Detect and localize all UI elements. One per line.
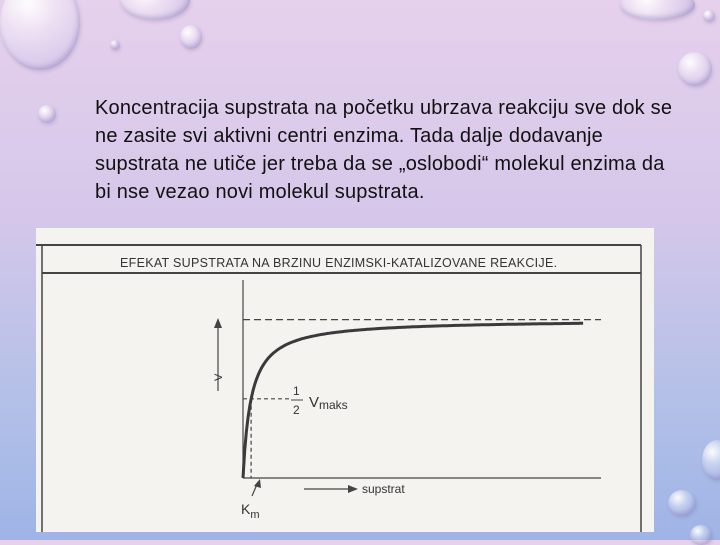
km-arrow-head	[254, 479, 261, 488]
vmax-label: Vmaks	[309, 394, 348, 412]
decorative-drop	[0, 0, 80, 70]
x-arrow-head	[348, 485, 358, 493]
decorative-drop	[702, 440, 720, 480]
decorative-drop	[678, 52, 712, 86]
decorative-drop	[180, 25, 202, 49]
decorative-drop	[120, 0, 190, 20]
decorative-drop	[668, 490, 696, 516]
slide-body-text: Koncentracija supstrata na početku ubrzava reakciju sve dok se ne zasite svi aktivni centri enzima. Tada dalje dodavanje supstrata ne utiče jer treba da se „oslobodi“ molekul enzima da bi nse vezao novi molekul supstrata.	[95, 97, 673, 203]
decorative-drop	[703, 10, 715, 22]
half-numerator: 1	[293, 384, 300, 398]
x-axis-label: supstrat	[362, 482, 405, 496]
y-arrow-head	[214, 318, 222, 328]
chart-svg	[36, 228, 654, 532]
decorative-drop	[690, 525, 712, 545]
chart-title: EFEKAT SUPSTRATA NA BRZINU ENZIMSKI-KATALIZOVANE REAKCIJE.	[120, 256, 558, 270]
y-axis-label: V	[213, 373, 225, 381]
chart-figure	[36, 228, 654, 532]
km-label: $K_m$	[241, 501, 260, 521]
decorative-drop	[38, 105, 56, 123]
decorative-drop	[620, 0, 695, 20]
decorative-drop	[110, 40, 120, 50]
half-denominator: 2	[293, 403, 300, 417]
michaelis-menten-curve	[243, 323, 583, 478]
